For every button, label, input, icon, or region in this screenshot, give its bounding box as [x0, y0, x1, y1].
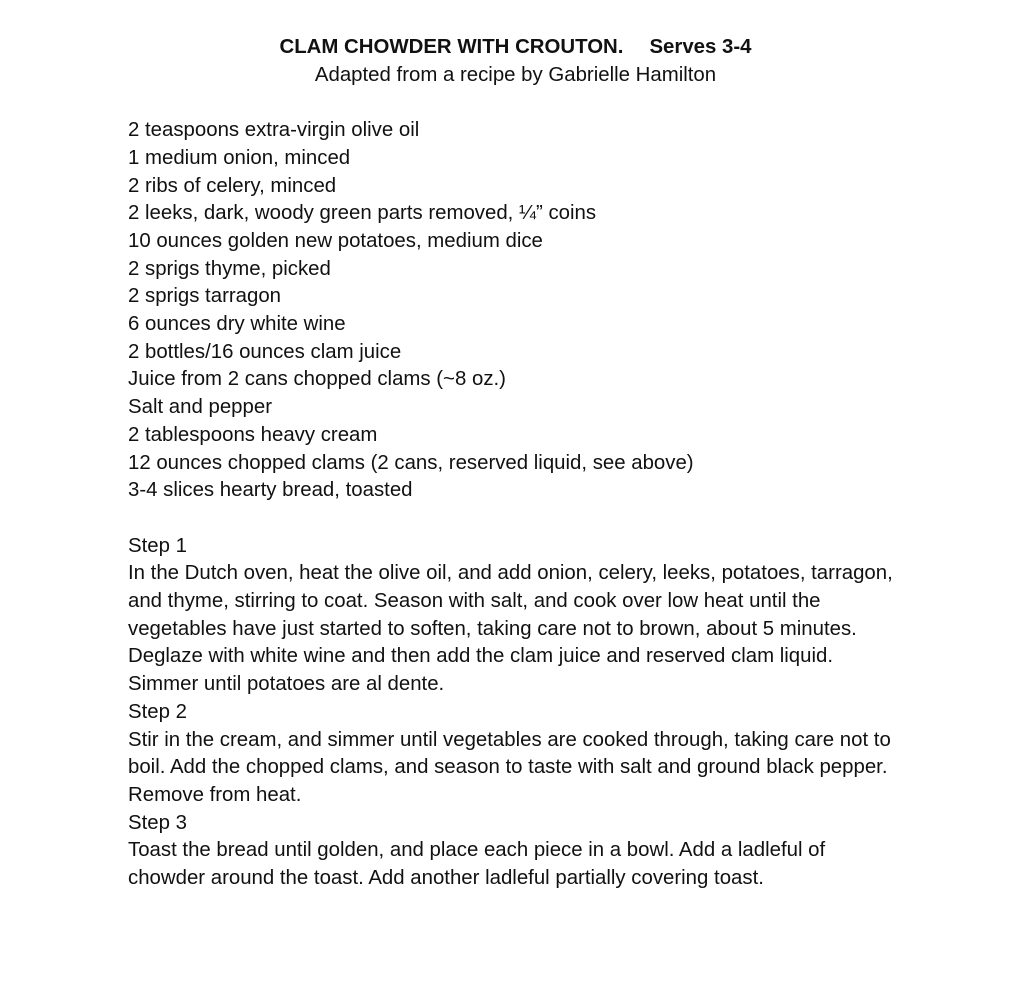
steps-section [128, 533, 903, 893]
document-header [128, 34, 903, 89]
title-line [128, 34, 903, 62]
step-label: Step 2 [128, 700, 187, 723]
ingredient-line: Salt and pepper [128, 396, 272, 419]
step-label: Step 3 [128, 811, 187, 834]
ingredient-line: 12 ounces chopped clams (2 cans, reserved liquid, see above) [128, 451, 694, 474]
recipe-subtitle: Adapted from a recipe by Gabrielle Hamilton [314, 63, 717, 86]
step-text: Stir in the cream, and simmer until vegetables are cooked through, taking care not to boil. Add the chopped clams, and season to taste with salt and ground black pepper. Remove from heat. [128, 728, 891, 806]
ingredient-line: 2 tablespoons heavy cream [128, 423, 378, 446]
ingredient-line: 2 leeks, dark, woody green parts removed, ¼” coins [128, 202, 597, 225]
blank-line [128, 89, 903, 117]
step-text: Toast the bread until golden, and place each piece in a bowl. Add a ladleful of chowder around the toast. Add another ladleful partially covering toast. [128, 839, 826, 890]
ingredient-line: 2 teaspoons extra-virgin olive oil [128, 119, 420, 142]
ingredient-line: 1 medium onion, minced [128, 146, 351, 169]
recipe-title: CLAM CHOWDER WITH CROUTON. [279, 36, 624, 58]
step-text: In the Dutch oven, heat the olive oil, and add onion, celery, leeks, potatoes, tarragon, and thyme, stirring to coat. Season with salt, and cook over low heat until the vegetables have just started to soften, taking care not to brown, about 5 minutes. Deglaze with white wine and then add the clam juice and reserved clam liquid. Simmer until potatoes are al dente. [128, 562, 893, 696]
ingredient-line: 3-4 slices hearty bread, toasted [128, 479, 413, 502]
ingredient-line: 2 sprigs thyme, picked [128, 257, 331, 280]
ingredient-list [128, 117, 903, 505]
ingredient-line: 2 sprigs tarragon [128, 285, 282, 308]
ingredient-line: 2 ribs of celery, minced [128, 174, 337, 197]
ingredient-line: 6 ounces dry white wine [128, 313, 346, 336]
step-label: Step 1 [128, 534, 187, 557]
ingredient-line: Juice from 2 cans chopped clams (~8 oz.) [128, 368, 506, 391]
ingredient-line: 10 ounces golden new potatoes, medium dice [128, 229, 543, 252]
blank-line [128, 505, 903, 533]
serves-label: Serves 3-4 [649, 36, 752, 58]
ingredient-line: 2 bottles/16 ounces clam juice [128, 340, 402, 363]
